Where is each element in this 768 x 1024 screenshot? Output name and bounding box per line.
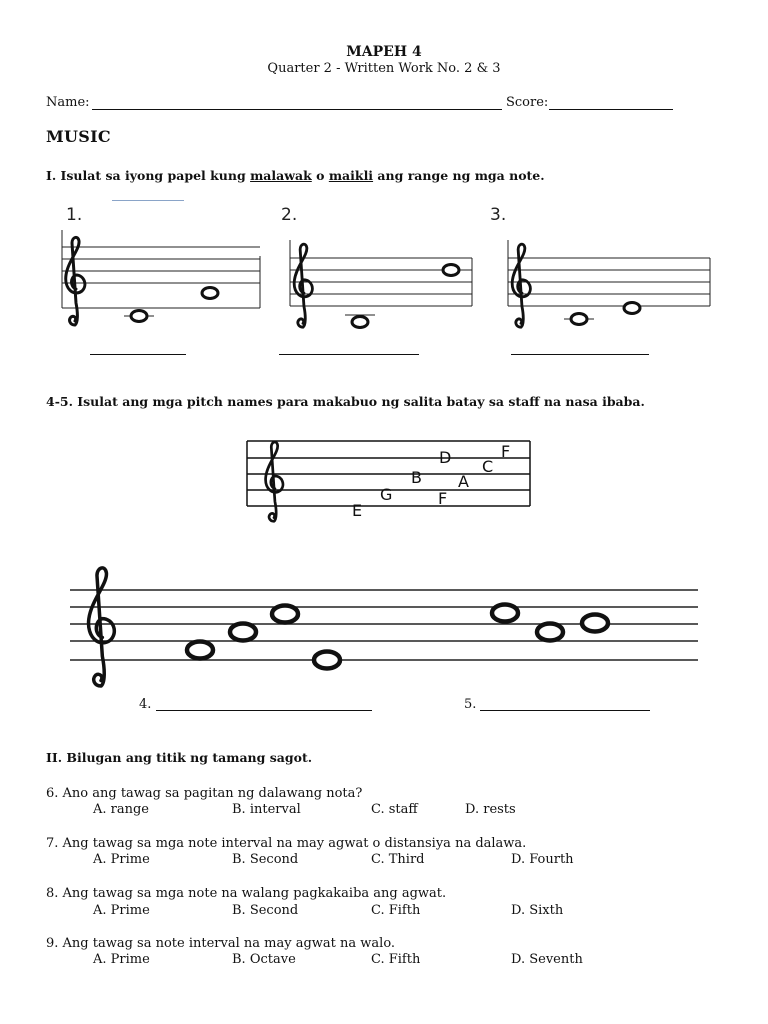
q6-option-b[interactable]: B. interval [232, 802, 301, 817]
part1-instr-suffix: ang range ng mga note. [373, 168, 545, 183]
worksheet-subtitle: Quarter 2 - Written Work No. 2 & 3 [267, 61, 501, 76]
word-note-4 [314, 652, 340, 669]
letter-g: G [380, 485, 393, 504]
part45-instruction: 4-5. Isulat ang mga pitch names para makabuo ng salita batay sa staff na nasa ibaba. [46, 394, 645, 409]
item-1-number: 1. [66, 205, 83, 225]
q8-option-d[interactable]: D. Sixth [511, 903, 564, 918]
item-2-number: 2. [281, 205, 298, 225]
section-music-title: MUSIC [46, 127, 111, 146]
part2-instruction: II. Bilugan ang titik ng tamang sagot. [46, 750, 313, 765]
q7-option-d[interactable]: D. Fourth [511, 852, 574, 867]
name-label: Name: [46, 95, 90, 110]
q9-option-a[interactable]: A. Prime [93, 952, 150, 967]
word-note-6 [537, 624, 563, 641]
part1-word-maikli: maikli [328, 168, 374, 183]
question-9: 9. Ang tawag sa note interval na may agwat na walo. [46, 936, 396, 951]
answer-line-4[interactable] [156, 710, 372, 711]
q8-option-c[interactable]: C. Fifth [371, 903, 421, 918]
letter-d: D [439, 448, 452, 467]
letter-a: A [458, 472, 469, 491]
treble-clef-icon [76, 562, 126, 690]
letter-f-high: F [501, 442, 511, 461]
q7-option-b[interactable]: B. Second [232, 852, 299, 867]
q9-option-c[interactable]: C. Fifth [371, 952, 421, 967]
letter-b: B [411, 468, 422, 487]
letter-e: E [352, 501, 363, 520]
score-label: Score: [506, 95, 549, 110]
word-note-3 [272, 606, 298, 623]
q8-option-a[interactable]: A. Prime [93, 903, 150, 918]
blank-5-label: 5. [464, 697, 477, 712]
item-3-number: 3. [490, 205, 507, 225]
q9-option-d[interactable]: D. Seventh [511, 952, 583, 967]
answer-line-5[interactable] [480, 710, 650, 711]
letter-c: C [482, 457, 494, 476]
blank-4-label: 4. [139, 697, 152, 712]
q6-option-c[interactable]: C. staff [371, 802, 418, 817]
question-8: 8. Ang tawag sa mga note na walang pagkakaiba ang agwat. [46, 886, 447, 901]
question-6: 6. Ano ang tawag sa pagitan ng dalawang nota? [46, 786, 363, 801]
q7-option-a[interactable]: A. Prime [93, 852, 150, 867]
part1-instr-mid: o [311, 168, 329, 183]
q6-option-a[interactable]: A. range [93, 802, 150, 817]
worksheet-title: MAPEH 4 [346, 44, 422, 60]
q9-option-b[interactable]: B. Octave [232, 952, 296, 967]
word-note-7 [582, 615, 608, 632]
part1-instr-prefix: I. Isulat sa iyong papel kung [46, 168, 251, 183]
word-note-1 [187, 642, 213, 659]
q8-option-b[interactable]: B. Second [232, 903, 299, 918]
q6-option-d[interactable]: D. rests [465, 802, 516, 817]
letter-f-low: F [438, 489, 448, 508]
q7-option-c[interactable]: C. Third [371, 852, 425, 867]
word-note-2 [230, 624, 256, 641]
part1-word-malawak: malawak [250, 168, 312, 183]
word-note-5 [492, 605, 518, 622]
question-7: 7. Ang tawag sa mga note interval na may agwat o distansiya na dalawa. [46, 836, 527, 851]
